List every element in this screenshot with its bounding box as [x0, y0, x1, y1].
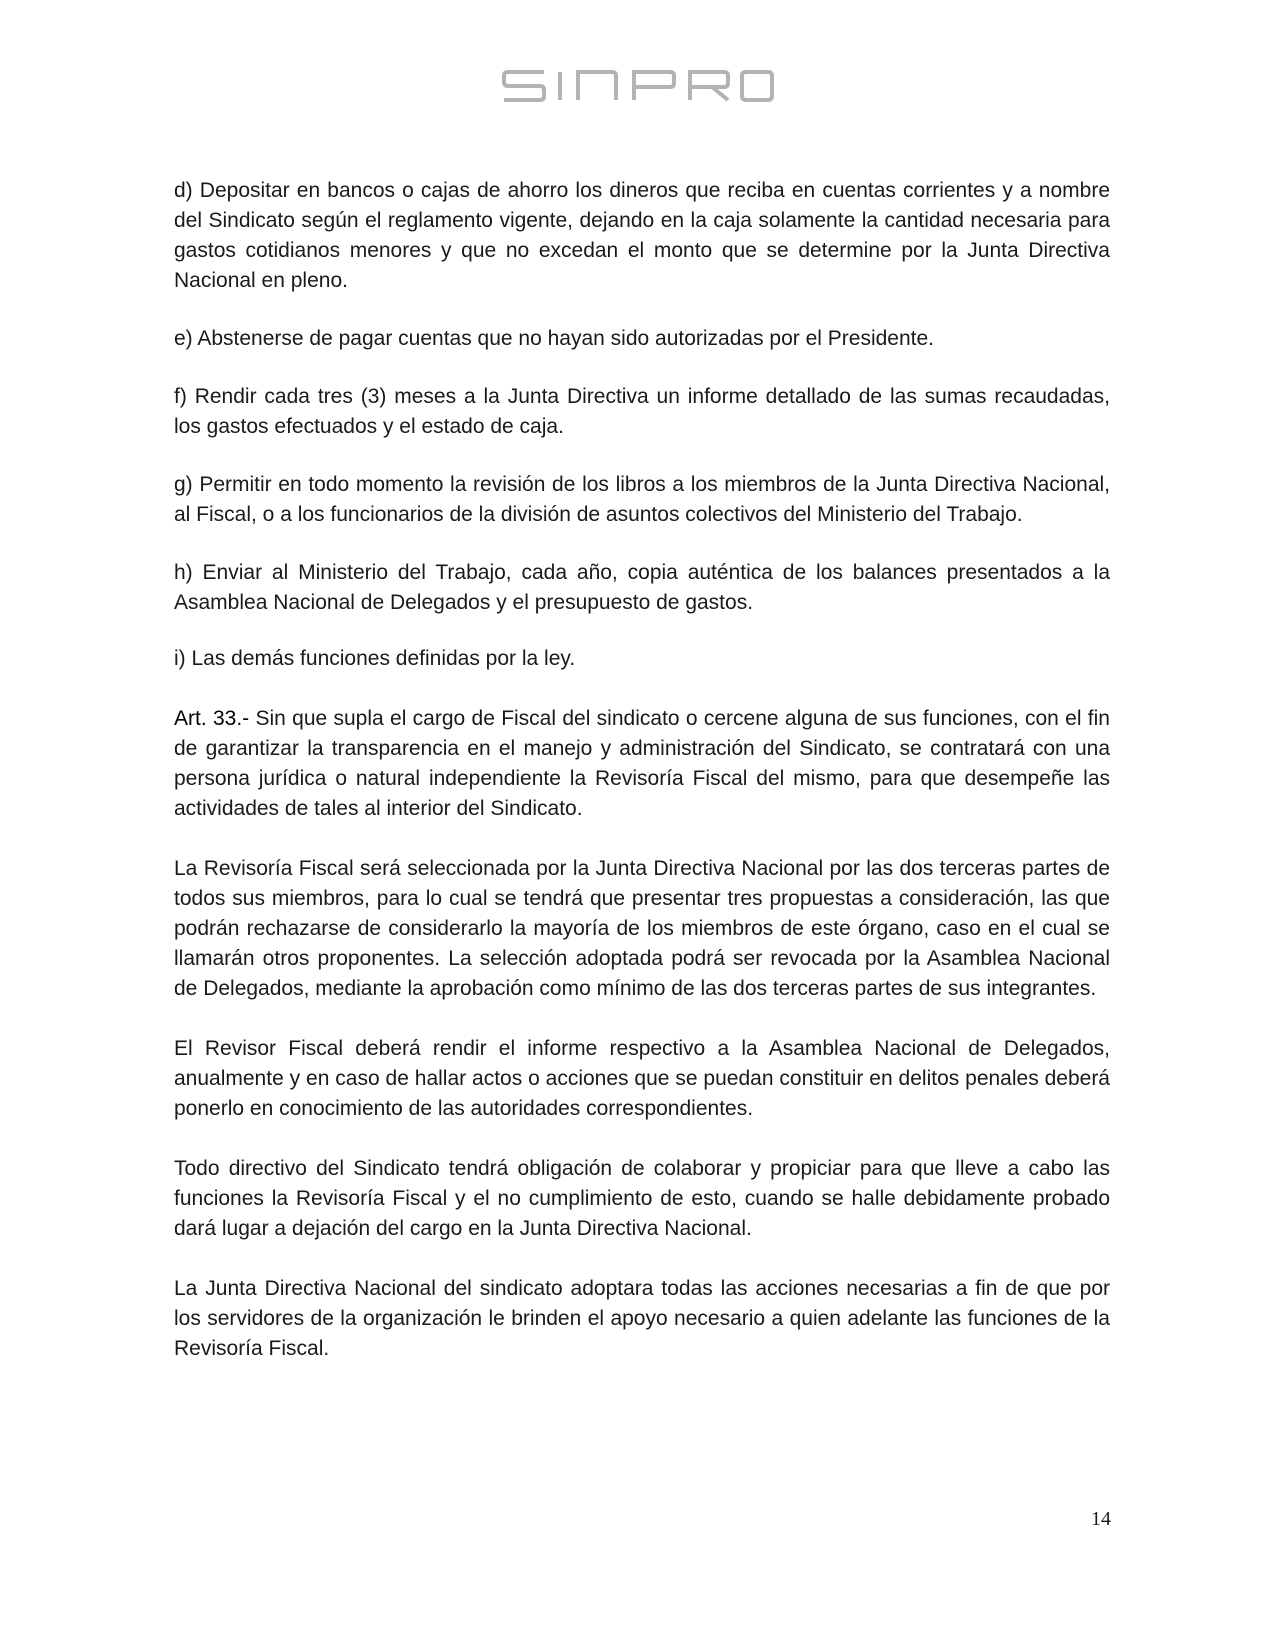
sinpro-logo	[0, 68, 1275, 104]
paragraph-revisor: El Revisor Fiscal deberá rendir el informe respectivo a la Asamblea Nacional de Delegados, anualmente y en caso de hallar actos o acciones que se puedan constituir en delitos penales deberá ponerlo en conocimiento de las autoridades correspondientes.	[174, 1037, 1110, 1120]
paragraph-directivo: Todo directivo del Sindicato tendrá obligación de colaborar y propiciar para que lleve a cabo las funciones la Revisoría Fiscal y el no cumplimiento de esto, cuando se halle debidamente probado dará lugar a dejación del cargo en la Junta Directiva Nacional.	[174, 1157, 1110, 1240]
article-33	[174, 704, 1110, 824]
paragraph-g: g) Permitir en todo momento la revisión de los libros a los miembros de la Junta Directiva Nacional, al Fiscal, o a los funcionarios de la división de asuntos colectivos del Ministerio del Trabajo.	[174, 473, 1110, 526]
document-body	[174, 176, 1110, 1364]
paragraph-junta: La Junta Directiva Nacional del sindicato adoptara todas las acciones necesarias a fin de que por los servidores de la organización le brinden el apoyo necesario a quien adelante las funciones de la Revisoría Fiscal.	[174, 1277, 1110, 1360]
paragraph-d: d) Depositar en bancos o cajas de ahorro los dineros que reciba en cuentas corrientes y a nombre del Sindicato según el reglamento vigente, dejando en la caja solamente la cantidad necesaria para gastos cotidianos menores y que no excedan el monto que se determine por la Junta Directiva Nacional en pleno.	[174, 179, 1110, 292]
paragraph-revisoria: La Revisoría Fiscal será seleccionada por la Junta Directiva Nacional por las dos terceras partes de todos sus miembros, para lo cual se tendrá que presentar tres propuestas a consideración, las que podrán rechazarse de considerarlo la mayoría de los miembros de este órgano, caso en el cual se llamarán otros proponentes. La selección adoptada podrá ser revocada por la Asamblea Nacional de Delegados, mediante la aprobación como mínimo de las dos terceras partes de sus integrantes.	[174, 857, 1110, 1000]
article-33-text: Sin que supla el cargo de Fiscal del sindicato o cercene alguna de sus funciones, con el fin de garantizar la transparencia en el manejo y administración del Sindicato, se contratará con una persona jurídica o natural independiente la Revisoría Fiscal del mismo, para que desempeñe las actividades de tales al interior del Sindicato.	[174, 707, 1110, 820]
page-number: 14	[1091, 1508, 1111, 1530]
sinpro-logo-mark	[502, 68, 774, 104]
article-33-label: Art. 33.-	[174, 707, 250, 730]
paragraph-i: i) Las demás funciones definidas por la ley.	[174, 647, 576, 670]
paragraph-e: e) Abstenerse de pagar cuentas que no hayan sido autorizadas por el Presidente.	[174, 327, 935, 350]
paragraph-h: h) Enviar al Ministerio del Trabajo, cada año, copia auténtica de los balances presentados a la Asamblea Nacional de Delegados y el presupuesto de gastos.	[174, 561, 1110, 614]
paragraph-f: f) Rendir cada tres (3) meses a la Junta Directiva un informe detallado de las sumas recaudadas, los gastos efectuados y el estado de caja.	[174, 385, 1110, 438]
